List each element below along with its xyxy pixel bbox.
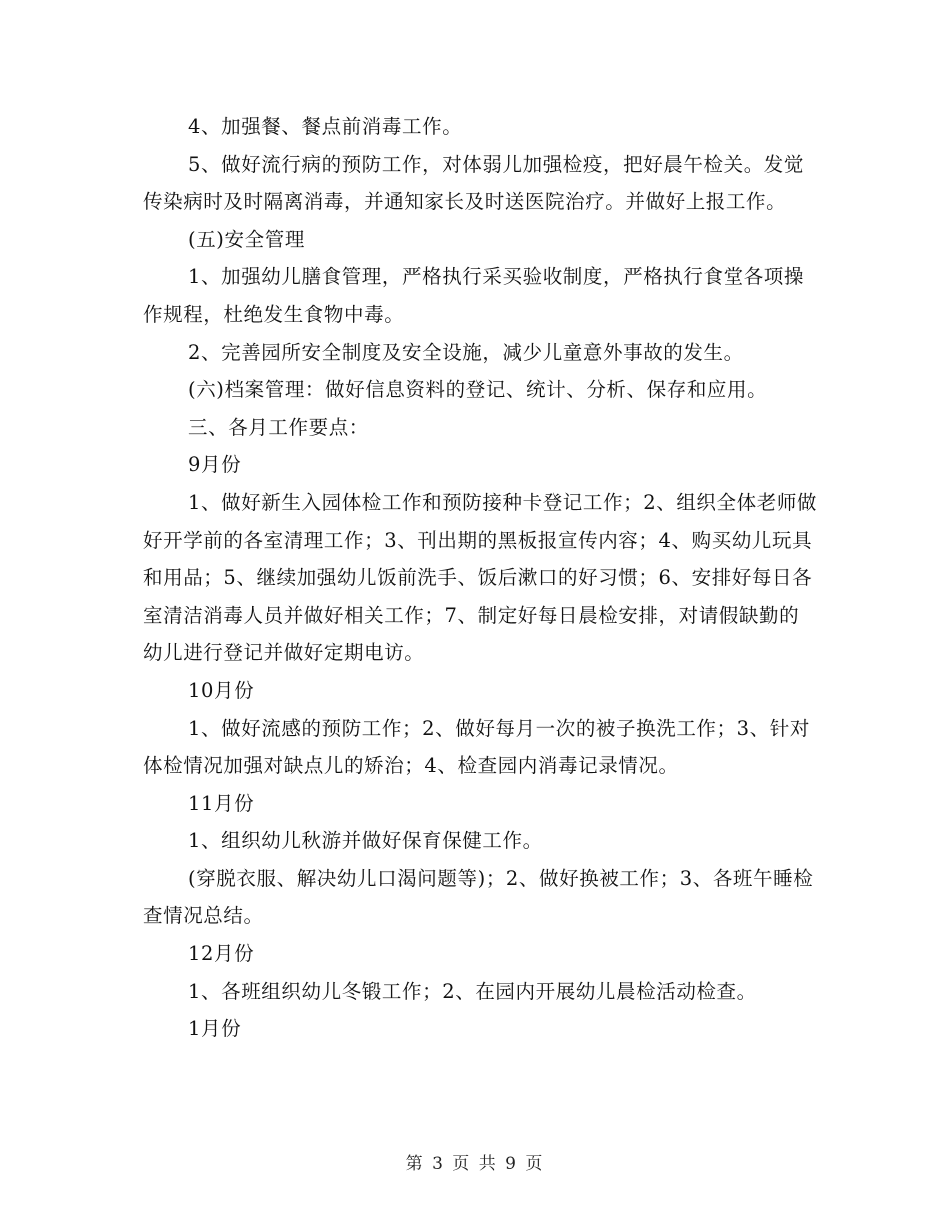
paragraph: 1、做好新生入园体检工作和预防接种卡登记工作；2、组织全体老师做好开学前的各室清理工作；3、刊出期的黑板报宣传内容；4、购买幼儿玩具和用品；5、继续加强幼儿饭前洗手、饭后漱口的好习惯；6、安排好每日各室清洁消毒人员并做好相关工作；7、制定好每日晨检安排，对请假缺勤的幼儿进行登记并做好定期电访。 (143, 490, 818, 665)
month-heading: 10月份 (188, 678, 255, 702)
paragraph: 5、做好流行病的预防工作，对体弱儿加强检疫，把好晨午检关。发觉传染病时及时隔离消毒，并通知家长及时送医院治疗。并做好上报工作。 (143, 152, 805, 214)
month-heading: 11月份 (188, 791, 255, 815)
month-heading: 1月份 (188, 1017, 242, 1041)
paragraph: (穿脱衣服、解决幼儿口渴问题等)；2、做好换被工作；3、各班午睡检查情况总结。 (143, 866, 814, 928)
paragraph: 2、完善园所安全制度及安全设施，减少儿童意外事故的发生。 (188, 340, 744, 364)
paragraph: 1、加强幼儿膳食管理，严格执行采买验收制度，严格执行食堂各项操作规程，杜绝发生食物中毒。 (143, 265, 805, 326)
document-body (143, 108, 818, 1048)
section-heading: 三、各月工作要点： (188, 415, 369, 439)
paragraph: 1、做好流感的预防工作；2、做好每月一次的被子换洗工作；3、针对体检情况加强对缺点儿的矫治；4、检查园内消毒记录情况。 (143, 716, 810, 778)
paragraph: (六)档案管理：做好信息资料的登记、统计、分析、保存和应用。 (188, 378, 768, 402)
month-heading: 12月份 (188, 942, 255, 966)
page-number-footer: 第 3 页 共 9 页 (405, 1154, 545, 1174)
paragraph: 4、加强餐、餐点前消毒工作。 (188, 115, 463, 138)
paragraph: (五)安全管理 (188, 227, 305, 251)
paragraph: 1、组织幼儿秋游并做好保育保健工作。 (188, 829, 543, 853)
month-heading: 9月份 (188, 453, 242, 477)
paragraph: 1、各班组织幼儿冬锻工作；2、在园内开展幼儿晨检活动检查。 (188, 979, 757, 1003)
